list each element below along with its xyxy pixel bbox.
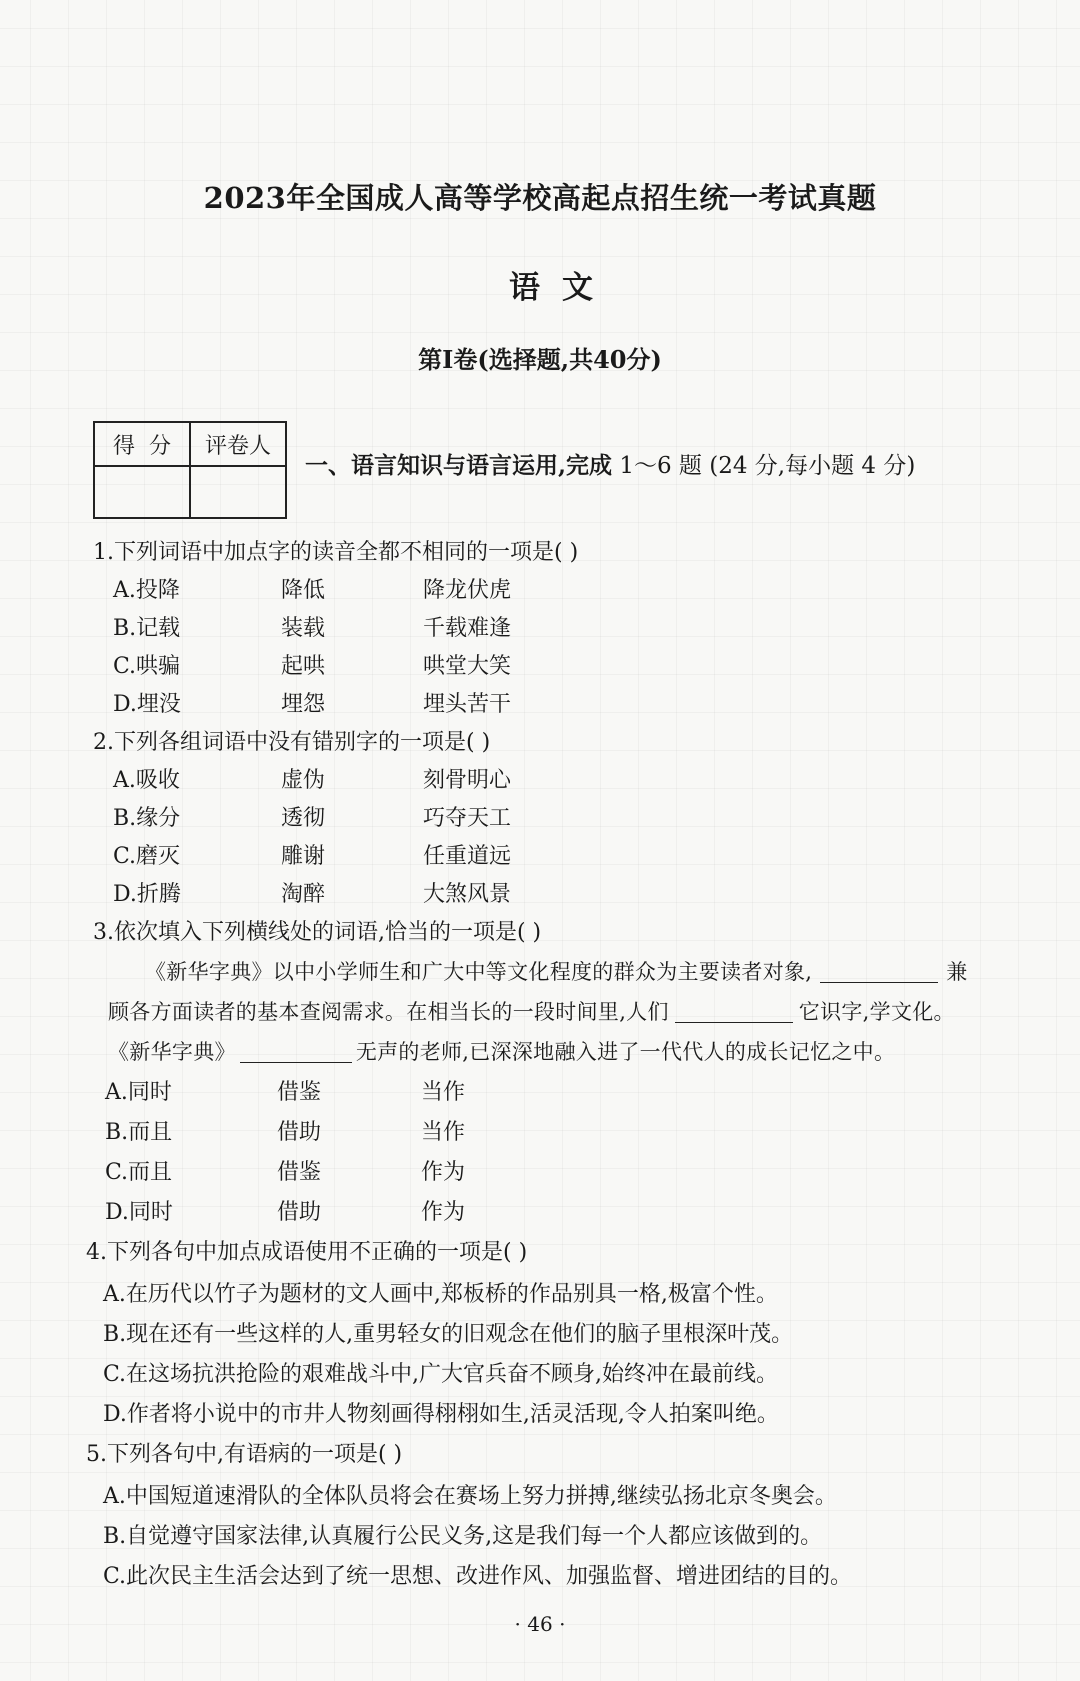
section-heading — [305, 447, 915, 480]
score-box — [93, 421, 287, 519]
grader-cell[interactable] — [190, 466, 286, 518]
q3-b-3: 当作 — [421, 1120, 466, 1145]
q2-d-2: 淘醉 — [281, 882, 326, 907]
question-3-stem: 3.依次填入下列横线处的词语,恰当的一项是( ) — [93, 920, 542, 945]
q3-passage-line-3 — [108, 1042, 895, 1063]
section-heading-text: 一、语言知识与语言运用,完成 — [305, 452, 613, 479]
q3-passage-part-5: 《新华字典》 — [108, 1040, 236, 1064]
exam-title: 2023年全国成人高等学校高起点招生统一考试真题 — [203, 181, 877, 215]
q2-b-1: B.缘分 — [113, 806, 181, 831]
q3-passage-part-1: 《新华字典》以中小学师生和广大中等文化程度的群众为主要读者对象, — [145, 960, 813, 984]
q2-b-2: 透彻 — [281, 806, 326, 831]
q1-d-3: 埋头苦干 — [423, 692, 512, 717]
q4-option-d[interactable]: D.作者将小说中的市井人物刻画得栩栩如生,活灵活现,令人拍案叫绝。 — [103, 1402, 779, 1427]
q3-blank-3[interactable] — [240, 1062, 352, 1063]
q3-d-2: 借助 — [277, 1200, 322, 1225]
subject-title: 语文 — [509, 270, 615, 306]
q1-b-2: 装载 — [281, 616, 326, 641]
q3-d-3: 作为 — [421, 1200, 466, 1225]
q3-c-2: 借鉴 — [277, 1160, 322, 1185]
q3-blank-2[interactable] — [675, 1022, 793, 1023]
score-label: 得 分 — [94, 422, 190, 466]
q3-blank-1[interactable] — [820, 982, 938, 983]
q1-a-1: A.投降 — [113, 578, 180, 603]
question-5-stem: 5.下列各句中,有语病的一项是( ) — [86, 1442, 403, 1467]
q3-b-1: B.而且 — [105, 1120, 173, 1145]
section-range: 1～6 题 (24 分,每小题 4 分) — [612, 453, 916, 479]
grader-label: 评卷人 — [190, 422, 286, 466]
q2-c-1: C.磨灭 — [113, 844, 181, 869]
q3-passage-line-1 — [145, 962, 968, 983]
q2-d-1: D.折腾 — [113, 882, 181, 907]
q1-a-2: 降低 — [281, 578, 326, 603]
q1-b-3: 千载难逢 — [423, 616, 512, 641]
q5-option-c[interactable]: C.此次民主生活会达到了统一思想、改进作风、加强监督、增进团结的目的。 — [103, 1564, 853, 1589]
q2-a-2: 虚伪 — [281, 768, 326, 793]
q3-a-2: 借鉴 — [277, 1080, 322, 1105]
q1-a-3: 降龙伏虎 — [423, 578, 512, 603]
q1-c-2: 起哄 — [281, 654, 326, 679]
q3-passage-part-3: 顾各方面读者的基本查阅需求。在相当长的一段时间里,人们 — [108, 1000, 669, 1024]
q3-d-1: D.同时 — [105, 1200, 173, 1225]
q2-d-3: 大煞风景 — [423, 882, 512, 907]
q4-option-a[interactable]: A.在历代以竹子为题材的文人画中,郑板桥的作品别具一格,极富个性。 — [103, 1282, 778, 1307]
q1-b-1: B.记载 — [113, 616, 181, 641]
q3-passage-part-2: 兼 — [946, 960, 968, 984]
score-cell[interactable] — [94, 466, 190, 518]
q2-a-3: 刻骨明心 — [423, 768, 512, 793]
q3-c-3: 作为 — [421, 1160, 466, 1185]
q3-passage-part-4: 它识字,学文化。 — [798, 1000, 955, 1024]
q4-option-b[interactable]: B.现在还有一些这样的人,重男轻女的旧观念在他们的脑子里根深叶茂。 — [103, 1322, 794, 1347]
q1-c-3: 哄堂大笑 — [423, 654, 512, 679]
question-4-stem: 4.下列各句中加点成语使用不正确的一项是( ) — [86, 1240, 528, 1265]
part-title: 第Ⅰ卷(选择题,共40分) — [418, 345, 662, 374]
q3-passage-line-2 — [108, 1002, 955, 1023]
q3-a-1: A.同时 — [105, 1080, 172, 1105]
question-1-stem: 1.下列词语中加点字的读音全都不相同的一项是( ) — [93, 540, 579, 565]
q1-c-1: C.哄骗 — [113, 654, 181, 679]
q2-a-1: A.吸收 — [113, 768, 180, 793]
q2-b-3: 巧夺天工 — [423, 806, 512, 831]
q4-option-c[interactable]: C.在这场抗洪抢险的艰难战斗中,广大官兵奋不顾身,始终冲在最前线。 — [103, 1362, 779, 1387]
q2-c-2: 雕谢 — [281, 844, 326, 869]
question-2-stem: 2.下列各组词语中没有错别字的一项是( ) — [93, 730, 491, 755]
page-number: · 46 · — [514, 1612, 566, 1636]
q3-c-1: C.而且 — [105, 1160, 173, 1185]
q3-b-2: 借助 — [277, 1120, 322, 1145]
q1-d-2: 埋怨 — [281, 692, 326, 717]
q5-option-b[interactable]: B.自觉遵守国家法律,认真履行公民义务,这是我们每一个人都应该做到的。 — [103, 1524, 823, 1549]
q3-passage-part-6: 无声的老师,已深深地融入进了一代代人的成长记忆之中。 — [355, 1040, 896, 1064]
q5-option-a[interactable]: A.中国短道速滑队的全体队员将会在赛场上努力拼搏,继续弘扬北京冬奥会。 — [103, 1484, 837, 1509]
q1-d-1: D.埋没 — [113, 692, 181, 717]
q2-c-3: 任重道远 — [423, 844, 512, 869]
q3-a-3: 当作 — [421, 1080, 466, 1105]
